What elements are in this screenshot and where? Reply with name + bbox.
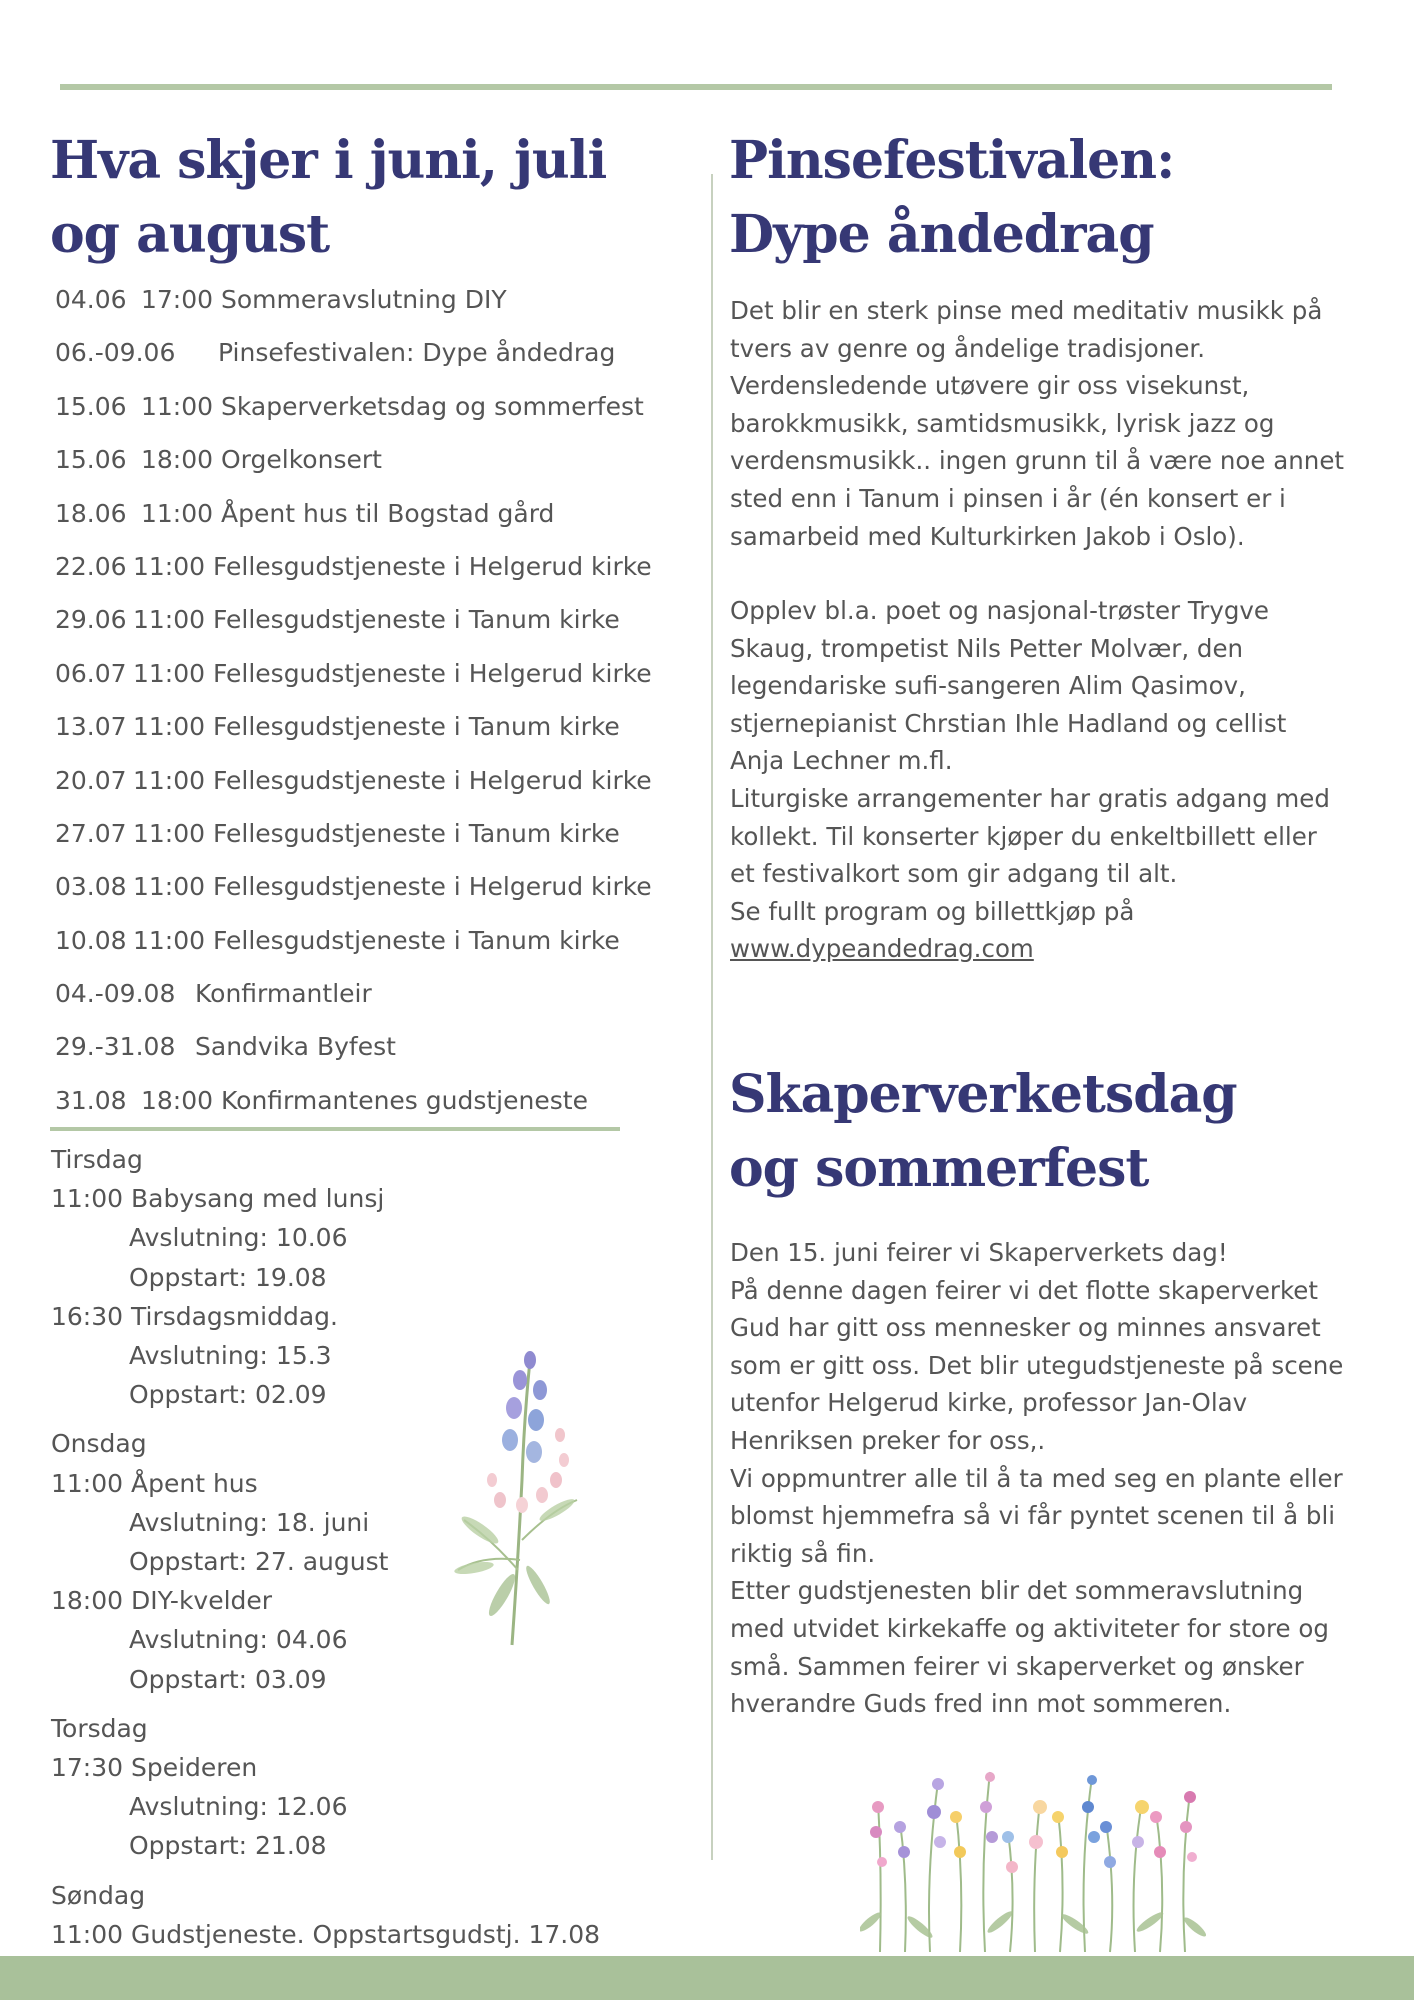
schedule-row: 31.08 18:00 Konfirmantenes gudstjeneste [55,1085,588,1115]
wildflower-meadow-illustration [860,1752,1206,1956]
activity-end: Avslutning: 18. juni [129,1507,370,1537]
schedule-row: 04.-09.08 Konfirmantleir [55,979,372,1009]
section-divider [50,1127,620,1131]
schedule-row: 27.07 11:00 Fellesgudstjeneste i Tanum kirke [55,818,620,848]
schedule-heading: Hva skjer i juni, juli og august [50,130,607,265]
activity-title: 18:00 DIY-kvelder [51,1586,273,1616]
pinse-heading: Pinsefestivalen: Dype åndedrag [729,130,1175,265]
activity-title: 11:00 Babysang med lunsj [51,1184,385,1214]
activity-start: Oppstart: 03.09 [129,1664,327,1694]
schedule-row: 06.07 11:00 Fellesgudstjeneste i Helgerud kirke [55,658,652,688]
activity-start: Oppstart: 19.08 [129,1262,327,1292]
schedule-row: 13.07 11:00 Fellesgudstjeneste i Tanum kirke [55,712,620,742]
schedule-row: 29.-31.08 Sandvika Byfest [55,1032,396,1062]
festival-website-link[interactable]: www.dypeandedrag.com [730,934,1034,964]
schedule-row: 04.06 17:00 Sommeravslutning DIY [55,285,507,314]
schedule-row: 15.06 11:00 Skaperverketsdag og sommerfest [55,391,644,421]
schedule-row: 29.06 11:00 Fellesgudstjeneste i Tanum kirke [55,605,620,635]
activity-title: 17:30 Speideren [51,1753,258,1783]
weekday-label: Tirsdag [51,1145,143,1174]
event-schedule [55,278,675,1132]
activity-start: Oppstart: 27. august [129,1547,389,1577]
weekday-label: Onsdag [51,1429,147,1459]
weekday-label: Søndag [51,1880,146,1910]
schedule-row: 10.08 11:00 Fellesgudstjeneste i Tanum kirke [55,925,620,955]
activity-end: Avslutning: 10.06 [129,1223,348,1253]
schedule-row: 06.-09.06 Pinsefestivalen: Dype åndedrag [55,338,616,368]
skaper-paragraph: Den 15. juni feirer vi Skaperverkets dag! På denne dagen feirer vi det flotte skaperverket Gud har gitt oss mennesker og minnes ansvaret som er gitt oss. Det blir utegudstjeneste på scene utenfor Helgerud kirke, professor Jan-Olav Henriksen preker for oss,. Vi oppmuntrer alle til å ta med seg en plante eller blomst hjemmefra så vi får pyntet scenen til å bli riktig så fin. Etter gudstjenesten blir det sommeravslutning med utvidet kirkekaffe og aktiviteter for store og små. Sammen feirer vi skaperverket og ønsker hverandre Guds fred inn mot sommeren. [730,1238,1344,1719]
top-divider [60,84,1332,90]
activity-start: Oppstart: 02.09 [129,1380,327,1410]
bluebell-flower-illustration [452,1340,592,1650]
column-divider [711,174,713,1860]
activity-title: 11:00 Åpent hus [51,1468,258,1498]
schedule-row: 03.08 11:00 Fellesgudstjeneste i Helgerud kirke [55,872,652,902]
pinse-details-paragraph: Opplev bl.a. poet og nasjonal-trøster Trygve Skaug, trompetist Nils Petter Molvær, den legendariske sufi-sangeren Alim Qasimov, stjernepianist Chrstian Ihle Hadland og cellist Anja Lechner m.fl. Liturgiske arrangementer har gratis adgang med kollekt. Til konserter kjøper du enkeltbillett eller et festivalkort som gir adgang til alt. Se fullt program og billettkjøp på www.dypeandedrag.com [730,596,1330,964]
schedule-row: 18.06 11:00 Åpent hus til Bogstad gård [55,498,555,528]
footer-band [0,1956,1414,2000]
pinse-intro-paragraph: Det blir en sterk pinse med meditativ musikk på tvers av genre og åndelige tradisjoner. Verdensledende utøvere gir oss visekunst, barokkmusikk, samtidsmusikk, lyrisk jazz og verdensmusikk.. ingen grunn til å være noe annet sted enn i Tanum i pinsen i år (én konsert er i samarbeid med Kulturkirken Jakob i Oslo). [730,296,1344,551]
weekday-label: Torsdag [51,1713,148,1743]
activity-title: 11:00 Gudstjeneste. Oppstartsgudstj. 17.08 [51,1919,601,1949]
activity-start: Oppstart: 21.08 [129,1831,327,1861]
activity-title: 16:30 Tirsdagsmiddag. [51,1301,338,1331]
schedule-row: 22.06 11:00 Fellesgudstjeneste i Helgerud kirke [55,551,652,581]
schedule-row: 20.07 11:00 Fellesgudstjeneste i Helgerud kirke [55,765,652,795]
activity-end: Avslutning: 12.06 [129,1792,348,1822]
activity-end: Avslutning: 15.3 [129,1341,332,1371]
activity-end: Avslutning: 04.06 [129,1625,348,1655]
schedule-row: 15.06 18:00 Orgelkonsert [55,445,382,475]
skaper-heading: Skaperverketsdag og sommerfest [729,1064,1237,1199]
